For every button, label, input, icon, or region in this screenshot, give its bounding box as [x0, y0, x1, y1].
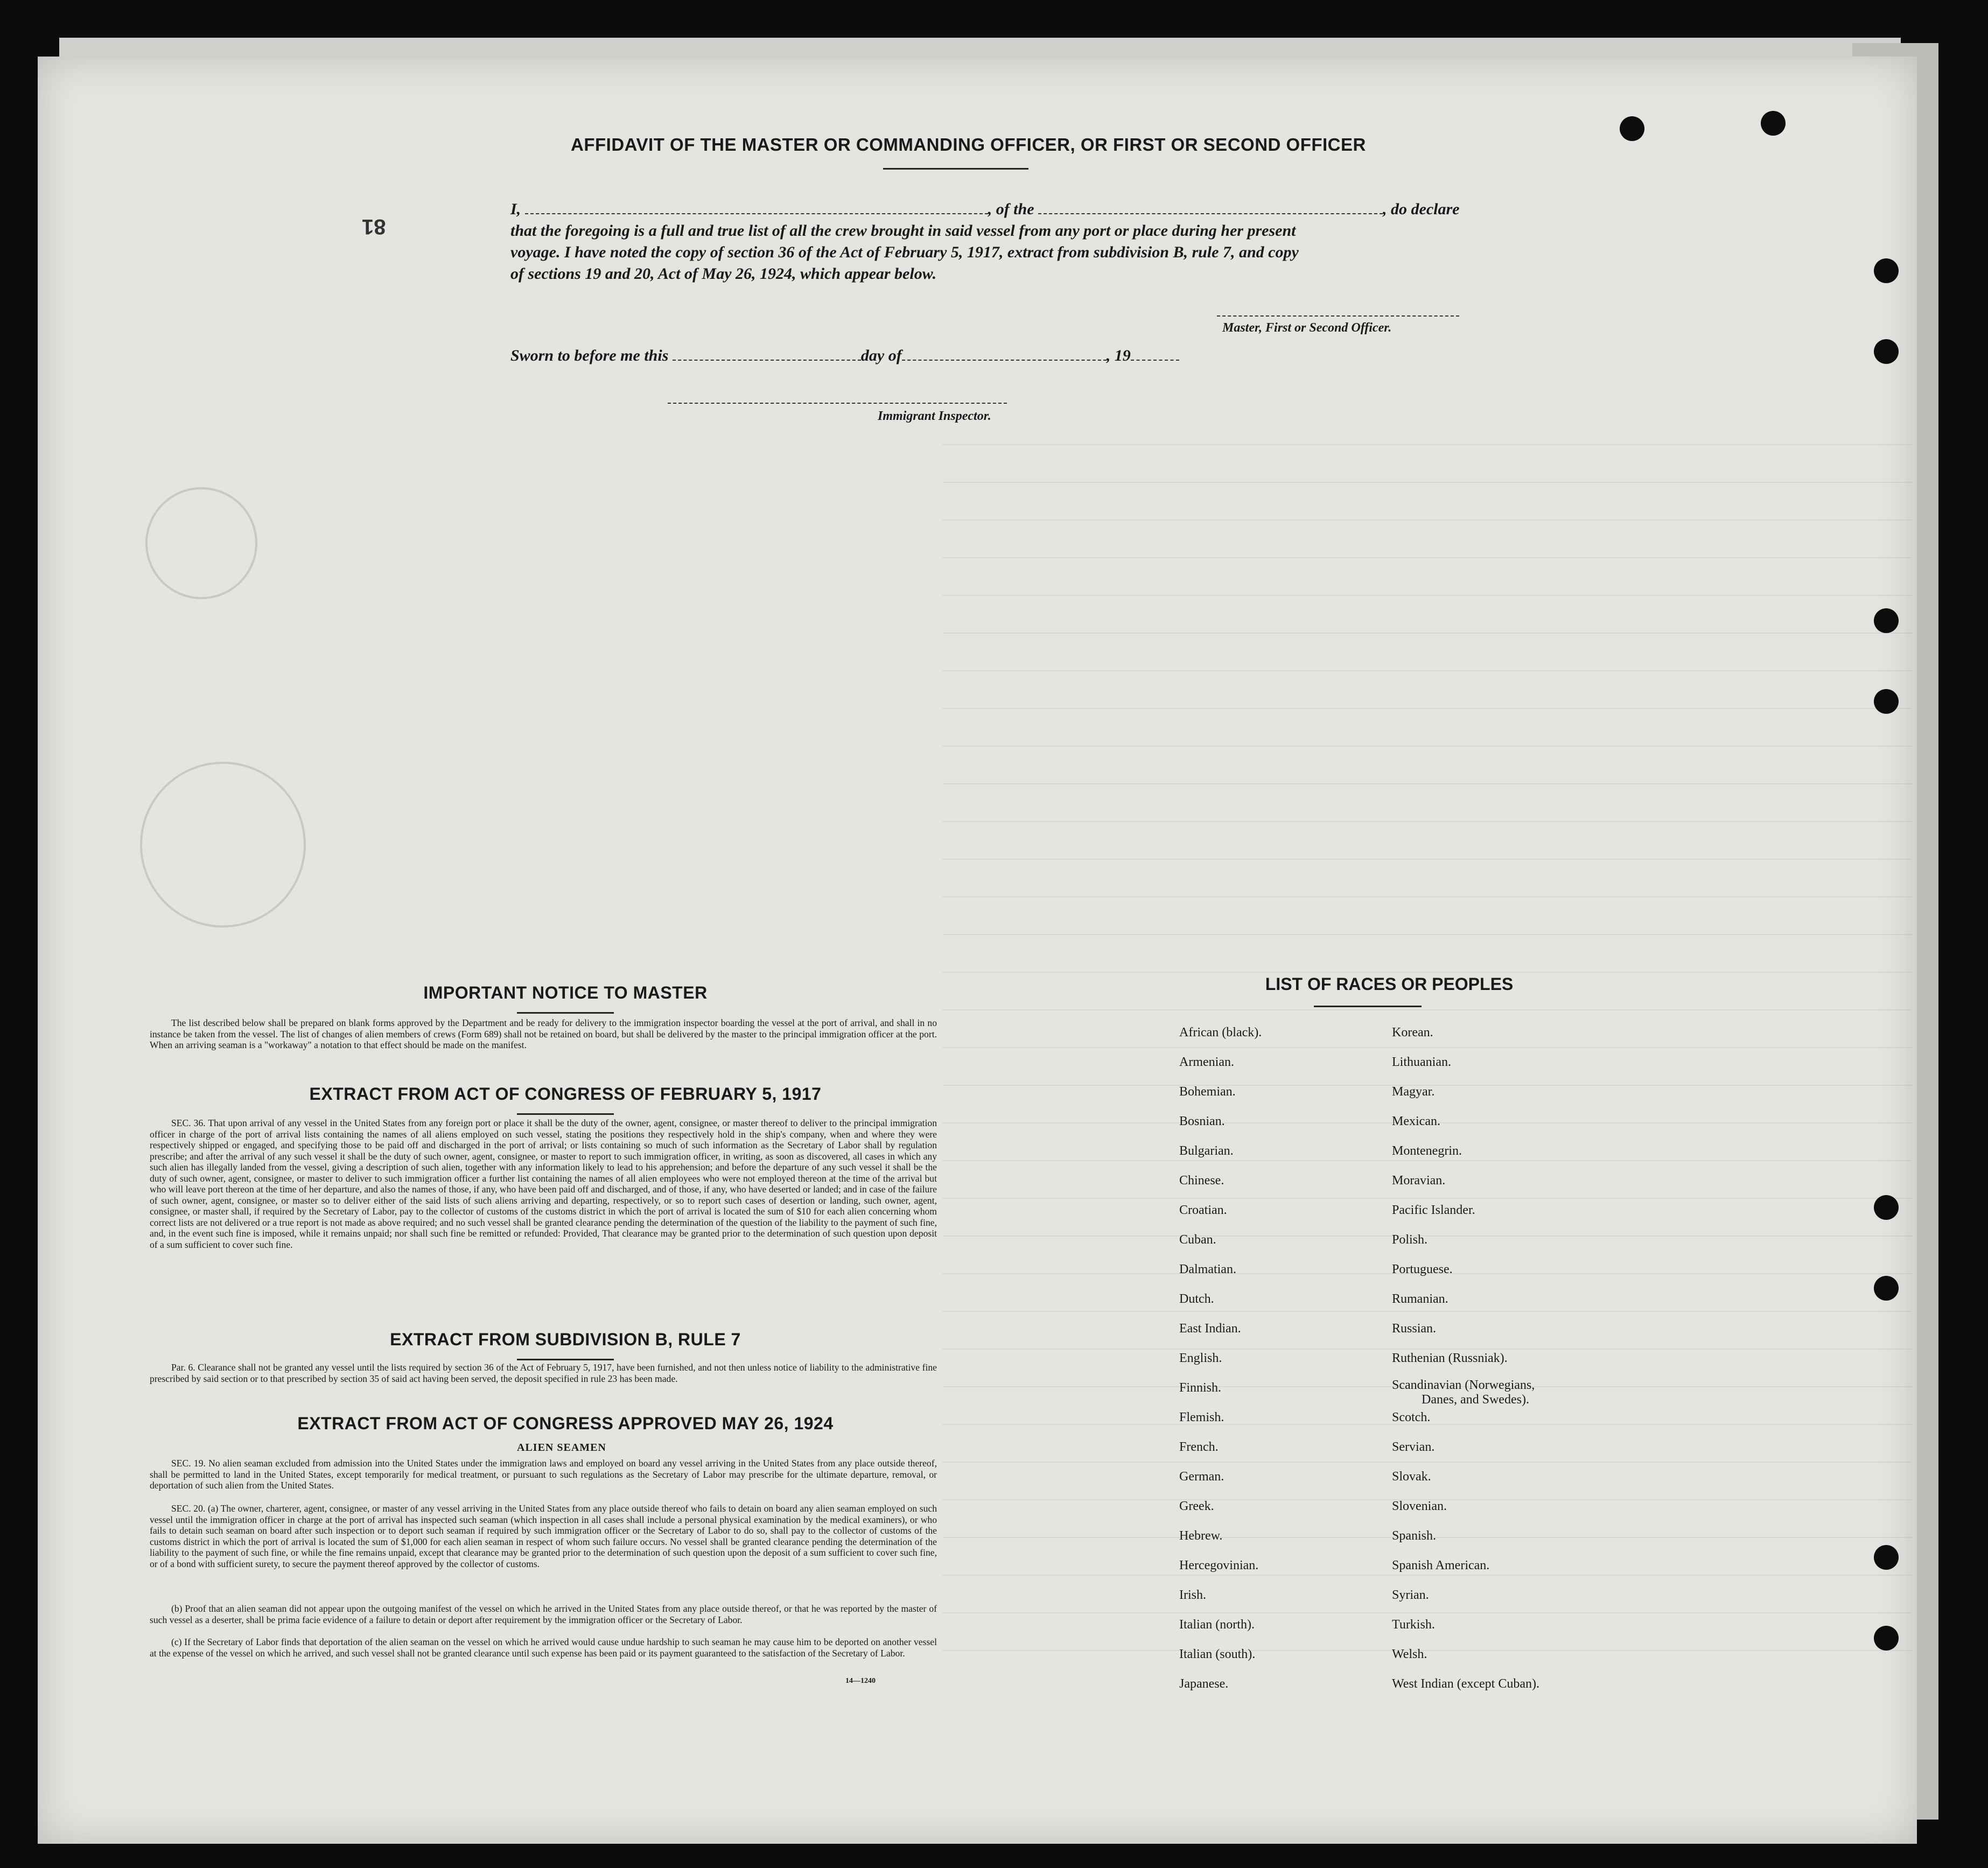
notice-title: IMPORTANT NOTICE TO MASTER [423, 983, 708, 1002]
punch-hole-icon [1874, 1276, 1899, 1301]
act-1924-sec20b: (b) Proof that an alien seaman did not appear upon the outgoing manifest of the vessel on which he arrived in the United States from any place outside thereof, or that he was reported by the master of such vessel as a deserter, shall be prima facie evidence of a failure to detain or deport after requirement by the immigration officer or the Secretary of Labor. [150, 1603, 937, 1625]
sworn-day-field[interactable] [673, 347, 861, 361]
affidavit-text-line: of sections 19 and 20, Act of May 26, 1924, which appear below. [510, 265, 937, 283]
race-item: Polish. [1392, 1233, 1428, 1247]
race-item: Ruthenian (Russniak). [1392, 1351, 1508, 1365]
race-item: Spanish. [1392, 1529, 1437, 1543]
act-1924-sec19: SEC. 19. No alien seaman excluded from admission into the United States under the immigration laws and employed on board any vessel arriving in the United States from any place outside thereof, shall be permitted to land in the United States, except temporarily for medical treatment, or pursuant to such regulations as the Secretary of Labor may prescribe for the ultimate departure, removal, or deportation of such alien from the United States. [150, 1458, 937, 1491]
race-item: Spanish American. [1392, 1558, 1490, 1572]
race-item: Danes, and Swedes). [1422, 1393, 1529, 1407]
race-item: Japanese. [1179, 1677, 1229, 1691]
document-page [38, 57, 1917, 1844]
race-item: Finnish. [1179, 1381, 1222, 1395]
race-item: Scandinavian (Norwegians, [1392, 1378, 1535, 1392]
affidavit-title: AFFIDAVIT OF THE MASTER OR COMMANDING OFFICER, OR FIRST OR SECOND OFFICER [571, 135, 1366, 155]
inspector-label: Immigrant Inspector. [878, 409, 991, 423]
race-item: Slovenian. [1392, 1499, 1447, 1513]
affidavit-title-rule [883, 168, 1028, 170]
punch-hole-icon [1761, 111, 1786, 136]
notice-text: The list described below shall be prepared on blank forms approved by the Department and be ready for delivery to the immigration inspector boarding the vessel at the port of arrival, and shall in no instance be taken from the vessel. The list of changes of alien members of crews (Form 689) shall not be retained on board, but shall be delivered by the master to the principal immigration officer at the port. When an arriving seaman is a "workaway" a notation to that effect should be made on the manifest. [150, 1017, 937, 1050]
year-label: , 19 [1106, 347, 1131, 364]
race-item: Rumanian. [1392, 1292, 1448, 1306]
race-item: Lithuanian. [1392, 1055, 1451, 1069]
race-item: Scotch. [1392, 1410, 1431, 1424]
act-1924-sec20c: (c) If the Secretary of Labor finds that deportation of the alien seaman on the vessel on which he arrived would cause undue hardship to such seaman he may cause him to be deported on another vessel at the expense of the vessel on which he arrived, and such vessel shall not be granted clearance until such expense has been paid or its payment guaranteed to the satisfaction of the Secretary of Labor. [150, 1637, 937, 1659]
sworn-year-field[interactable] [1131, 347, 1179, 361]
act-1917-text: SEC. 36. That upon arrival of any vessel in the United States from any foreign port or place it shall be the duty of the owner, agent, consignee, or master thereof to deliver to the principal immigration officer in charge of the port of arrival lists containing the names of all aliens employed on such vessel, stating the positions they respectively hold in the ship's company, when and where they were respectively shipped or engaged, and specifying those to be paid off and discharged in the port of arrival; or lists containing so much of such information as the Secretary of Labor shall by regulation prescribe; and after the arrival of any such vessel it shall be the duty of such owner, agent, consignee, or master to report to such immigration officer, in writing, as soon as discovered, all cases in which any such alien has illegally landed from the vessel, giving a description of such alien, together with any information likely to lead to his apprehension; and before the departure of any such vessel it shall be the duty of such owner, agent, consignee, or master to deliver to such immigration officer a further list containing the names of all alien employees who were not employed thereon at the time of the arrival but who will leave port thereon at the time of her departure, and also the names of those, if any, who have been paid off and discharged, and of those, if any, who have deserted or landed; and in case of the failure of such owner, agent, consignee, or master so to deliver either of the said lists of such aliens arriving and departing, respectively, or so to report such cases of desertion or landing, such owner, agent, consignee, or master shall, if required by the Secretary of Labor, pay to the collector of customs of the customs district in which the port of arrival is located the sum of $10 for each alien concerning whom correct lists are not delivered or a true report is not made as above required; and no such vessel shall be granted clearance pending the determination of the question of the liability to the payment of such fine, and, in the event such fine is imposed, while it remains unpaid; nor shall such fine be remitted or refunded: Provided, That clearance may be granted prior to the determination of such question upon deposit of a sum sufficient to cover such fine. [150, 1118, 937, 1250]
race-item: Hercegovinian. [1179, 1558, 1259, 1572]
rule-7-title: EXTRACT FROM SUBDIVISION B, RULE 7 [390, 1330, 741, 1349]
race-item: Magyar. [1392, 1085, 1435, 1099]
race-item: Korean. [1392, 1026, 1433, 1040]
punch-hole-icon [1874, 689, 1899, 714]
act-1917-title: EXTRACT FROM ACT OF CONGRESS OF FEBRUARY 5, 1917 [309, 1084, 822, 1104]
punch-hole-icon [1620, 116, 1644, 141]
inspector-signature-field[interactable] [668, 403, 1007, 404]
rule-7-title-rule [517, 1359, 614, 1360]
rule-7-text: Par. 6. Clearance shall not be granted any vessel until the lists required by section 36 of the Act of February 5, 1917, have been furnished, and not then unless notice of liability to the administrative fine prescribed by said section or to that prescribed by section 35 of said act having been served, the deposit specified in rule 23 has been made. [150, 1362, 937, 1384]
race-item: Russian. [1392, 1322, 1437, 1336]
act-1917-title-rule [517, 1113, 614, 1115]
race-item: Turkish. [1392, 1618, 1435, 1632]
race-item: Slovak. [1392, 1470, 1431, 1484]
race-item: Irish. [1179, 1588, 1206, 1602]
race-item: East Indian. [1179, 1322, 1241, 1336]
affidavit-text-line: voyage. I have noted the copy of section 36 of the Act of February 5, 1917, extract from subdivision B, rule 7, and copy [510, 243, 1299, 261]
race-item: Mexican. [1392, 1114, 1440, 1128]
seal-stamp-icon [140, 762, 306, 928]
seal-stamp-icon [145, 487, 257, 599]
race-item: Pacific Islander. [1392, 1203, 1475, 1217]
race-item: Portuguese. [1392, 1262, 1453, 1276]
act-1924-sec20a: SEC. 20. (a) The owner, charterer, agent, consignee, or master of any vessel arriving in the United States from any place outside thereof who fails to detain on board any alien seaman employed on such vessel until the immigration officer in charge at the port of arrival has inspected such seaman (which inspection in all cases shall include a personal physical examination by the medical examiners), or who fails to detain such seaman on board after such inspection or to deport such seaman if required by such immigration officer or the Secretary of Labor to do so, shall pay to the collector of customs of the customs district in which the port of arrival is located the sum of $1,000 for each alien seaman in respect of whom such failure occurs. No vessel shall be granted clearance pending the determination of the liability to the payment of such fine, or while the fine remains unpaid, except that clearance may be granted prior to the determination of such question upon the deposit of a sum sufficient to cover such fine, or of a bond with sufficient surety, to secure the payment thereof approved by the collector of customs. [150, 1503, 937, 1569]
master-name-field[interactable] [525, 200, 988, 214]
day-of-label: day of [860, 347, 902, 364]
punch-hole-icon [1874, 608, 1899, 633]
race-item: Servian. [1392, 1440, 1435, 1454]
race-item: Italian (north). [1179, 1618, 1255, 1632]
race-item: French. [1179, 1440, 1219, 1454]
race-item: Bulgarian. [1179, 1144, 1234, 1158]
affidavit-of-the-label: , of the [988, 200, 1034, 218]
race-item: Welsh. [1392, 1647, 1427, 1661]
sworn-month-field[interactable] [902, 347, 1107, 361]
race-item: Dutch. [1179, 1292, 1214, 1306]
sheet-edge-top [59, 38, 1901, 59]
races-title-rule [1314, 1006, 1422, 1007]
alien-seamen-subtitle: ALIEN SEAMEN [517, 1442, 606, 1453]
form-number: 14—1240 [845, 1677, 876, 1685]
race-item: English. [1179, 1351, 1222, 1365]
punch-hole-icon [1874, 1626, 1899, 1651]
race-item: Italian (south). [1179, 1647, 1256, 1661]
notice-title-rule [517, 1012, 614, 1014]
sworn-line [510, 347, 1179, 365]
affidavit-declare-label: , do declare [1383, 200, 1460, 218]
race-item: Bohemian. [1179, 1085, 1236, 1099]
punch-hole-icon [1874, 258, 1899, 283]
affidavit-i-label: I, [510, 200, 521, 218]
race-item: Dalmatian. [1179, 1262, 1236, 1276]
race-item: Greek. [1179, 1499, 1214, 1513]
races-title: LIST OF RACES OR PEOPLES [1265, 974, 1514, 994]
act-1924-title: EXTRACT FROM ACT OF CONGRESS APPROVED MAY 26, 1924 [297, 1414, 834, 1433]
punch-hole-icon [1874, 1195, 1899, 1220]
race-item: Armenian. [1179, 1055, 1234, 1069]
sworn-label: Sworn to before me this [510, 347, 669, 364]
race-item: Croatian. [1179, 1203, 1227, 1217]
vessel-name-field[interactable] [1038, 200, 1383, 214]
race-item: African (black). [1179, 1026, 1262, 1040]
affidavit-declaration-line [510, 200, 1459, 219]
race-item: Montenegrin. [1392, 1144, 1462, 1158]
race-item: German. [1179, 1470, 1224, 1484]
signature-field[interactable] [1217, 315, 1459, 317]
race-item: Bosnian. [1179, 1114, 1225, 1128]
race-item: West Indian (except Cuban). [1392, 1677, 1539, 1691]
punch-hole-icon [1874, 1545, 1899, 1570]
signature-label: Master, First or Second Officer. [1222, 321, 1392, 335]
race-item: Syrian. [1392, 1588, 1429, 1602]
race-item: Moravian. [1392, 1174, 1446, 1188]
affidavit-text-line: that the foregoing is a full and true list of all the crew brought in said vessel from any port or place during her present [510, 222, 1296, 240]
punch-hole-icon [1874, 339, 1899, 364]
race-item: Chinese. [1179, 1174, 1224, 1188]
race-item: Cuban. [1179, 1233, 1216, 1247]
race-item: Flemish. [1179, 1410, 1224, 1424]
page-number: 81 [362, 215, 386, 238]
race-item: Hebrew. [1179, 1529, 1223, 1543]
